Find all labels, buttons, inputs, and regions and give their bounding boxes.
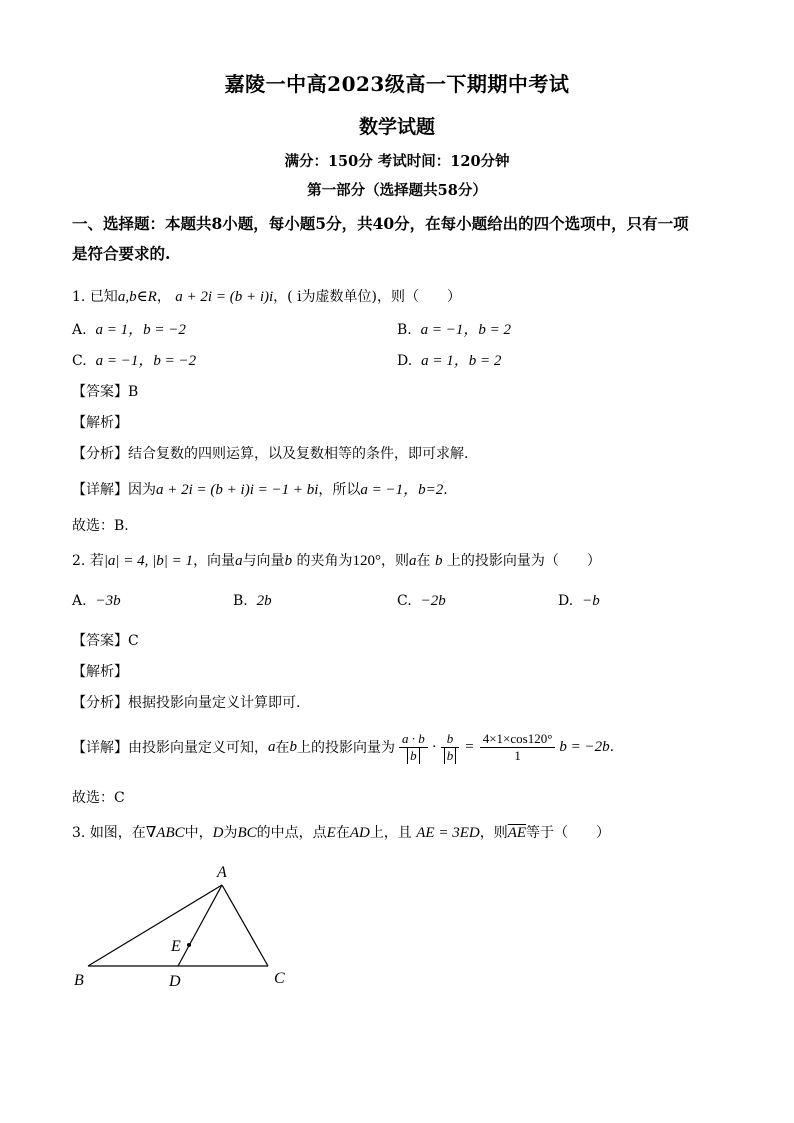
q2-angle: 120° [352,553,382,569]
option-text: −b [582,593,600,609]
q2-text-4: ，则 [381,553,410,569]
part-title: 第一部分（选择题共58分） [307,182,487,199]
label-b: B [74,972,84,989]
q3-text-5: 在 [335,825,350,841]
q1-condition-2: a + 2i = (b + i)i [175,289,274,305]
section-heading-line2: 是符合要求的. [72,244,171,263]
xiangjie-mid-1: 在 [275,740,290,756]
q1-guxuan: 故选：B. [72,518,129,534]
q2-text-1: ，向量 [193,553,236,569]
q1-fenxi [72,443,468,463]
q2-guxuan: 故选：C [72,790,125,806]
fraction-2-denominator: b [444,748,457,764]
median-ad [178,885,222,966]
q3-segment-bc: BC [237,825,257,841]
q2-text-3: 的夹角为 [296,553,353,569]
q2-vector-b-ref: b [434,553,443,569]
q1-condition-1: a,b∈R [117,289,157,305]
q3-condition: AE = 3ED [416,825,480,841]
q3-point-d: D [212,825,224,841]
label-a: A [217,864,227,881]
q1-prefix: 已知 [89,289,118,305]
fenxi-tag: 【分析】 [72,695,128,711]
fraction-1-numerator: a · b [399,731,428,748]
q2-text-5: 在 [416,553,431,569]
xiangjie-pre: 因为 [128,482,156,498]
q2-option-a [72,593,121,610]
q2-text-2: 与向量 [242,553,285,569]
xiangjie-result: b = −2b [559,738,610,755]
q3-point-e: E [326,825,336,841]
option-label: A. [72,593,87,609]
subject-title: 数学试题 [358,116,435,138]
xiangjie-tag: 【详解】 [72,482,128,498]
q2-option-d [558,593,600,610]
option-text: a = −1，b = 2 [420,322,512,338]
section-heading-line1: 一、选择题：本题共8小题，每小题5分，共40分，在每小题给出的四个选项中，只有一项 [72,214,689,233]
xiangjie-equation: a + 2i = (b + i)i = −1 + bi [156,482,319,498]
fraction-2-numerator: b [441,731,460,748]
answer-tag: 【答案】 [72,633,128,649]
question-1-stem [72,286,461,306]
q2-vector-a: a [235,553,243,569]
option-text: a = −1，b = −2 [95,353,197,369]
q1-xiangjie [72,478,448,499]
option-label: D. [397,353,413,369]
q1-option-d [397,349,501,370]
q1-option-a [72,318,186,339]
q1-option-b [397,318,511,339]
xiangjie-result: a = −1，b=2 [360,482,444,498]
q2-vector-b: b [284,553,293,569]
option-label: C. [397,593,412,609]
q2-option-b [233,593,272,610]
option-text: a = 1，b = 2 [421,353,502,369]
q2-text-6: 上的投影向量为（ ） [446,553,601,569]
equals-sign: = [465,738,474,755]
fraction-3-numerator: 4×1×cos120° [480,731,556,748]
q3-text-7: ，则 [479,825,508,841]
q3-triangle: ∇ABC [145,825,185,841]
xiangjie-end: . [609,739,615,755]
q1-option-c [72,349,196,370]
xiangjie-tag: 【详解】 [72,740,128,756]
xiangjie-mid: ，所以 [318,482,361,498]
question-number: 1. [72,289,86,305]
fraction-3-denominator: 1 [514,747,521,763]
fraction-1-denominator: b [407,748,420,764]
q3-text-1: 如图，在 [89,825,146,841]
answer-value: B [128,384,139,400]
fenxi-tag: 【分析】 [72,446,128,462]
q2-jiexi: 【解析】 [72,664,128,680]
xiangjie-vector-a: a [268,738,276,755]
dot-operator: · [431,738,437,755]
q2-prefix: 若 [89,553,104,569]
answer-tag: 【答案】 [72,384,128,400]
question-2-stem [72,550,601,570]
option-label: B. [233,593,248,609]
option-label: D. [558,593,574,609]
option-text: −3b [95,593,121,609]
fenxi-text: 结合复数的四则运算，以及复数相等的条件，即可求解. [128,446,469,462]
q2-xiangjie [72,722,614,772]
exam-title: 嘉陵一中高2023级高一下期期中考试 [224,72,570,96]
q3-segment-ad: AD [349,825,370,841]
label-d: D [169,973,181,990]
fraction-3 [480,731,556,764]
q1-jiexi: 【解析】 [72,415,128,431]
q3-vector-ae: $\overline{AE}$ [507,825,527,841]
question-number: 2. [72,553,86,569]
side-ab [88,885,222,966]
fenxi-text: 根据投影向量定义计算即可. [128,695,301,711]
q1-suffix: ，( i为虚数单位)，则（ ） [273,289,462,305]
option-text: a = 1，b = −2 [95,322,186,338]
q2-vector-a-ref: a [409,553,417,569]
label-c: C [274,970,285,987]
label-e: E [171,938,181,955]
question-3-stem [72,822,610,842]
question-number: 3. [72,825,86,841]
option-label: C. [72,353,87,369]
q2-fenxi [72,692,300,712]
side-ac [222,885,268,966]
fraction-2 [441,731,460,764]
q2-answer [72,630,139,650]
xiangjie-end: . [443,482,448,498]
exam-meta: 满分：150分 考试时间：120分钟 [284,153,510,170]
q1-answer [72,381,138,401]
answer-value: C [128,633,139,649]
q3-text-8: 等于（ ） [526,825,611,841]
xiangjie-mid-2: 上的投影向量为 [297,740,395,756]
xiangjie-pre: 由投影向量定义可知， [128,740,268,756]
q3-text-6: 上，且 [369,825,412,841]
option-text: 2b [256,593,272,609]
option-text: −2b [420,593,446,609]
option-label: A. [72,322,87,338]
q2-condition: |a| = 4, |b| = 1 [103,553,194,569]
point-e-dot [187,943,191,947]
q1-separator: ， [156,289,171,305]
fraction-1 [399,731,428,764]
q3-text-2: 中， [184,825,213,841]
triangle-figure [60,855,300,995]
q3-text-3: 为 [223,825,238,841]
q3-text-4: 的中点，点 [256,825,327,841]
option-label: B. [397,322,412,338]
q2-option-c [397,593,446,610]
xiangjie-vector-b: b [289,738,297,755]
